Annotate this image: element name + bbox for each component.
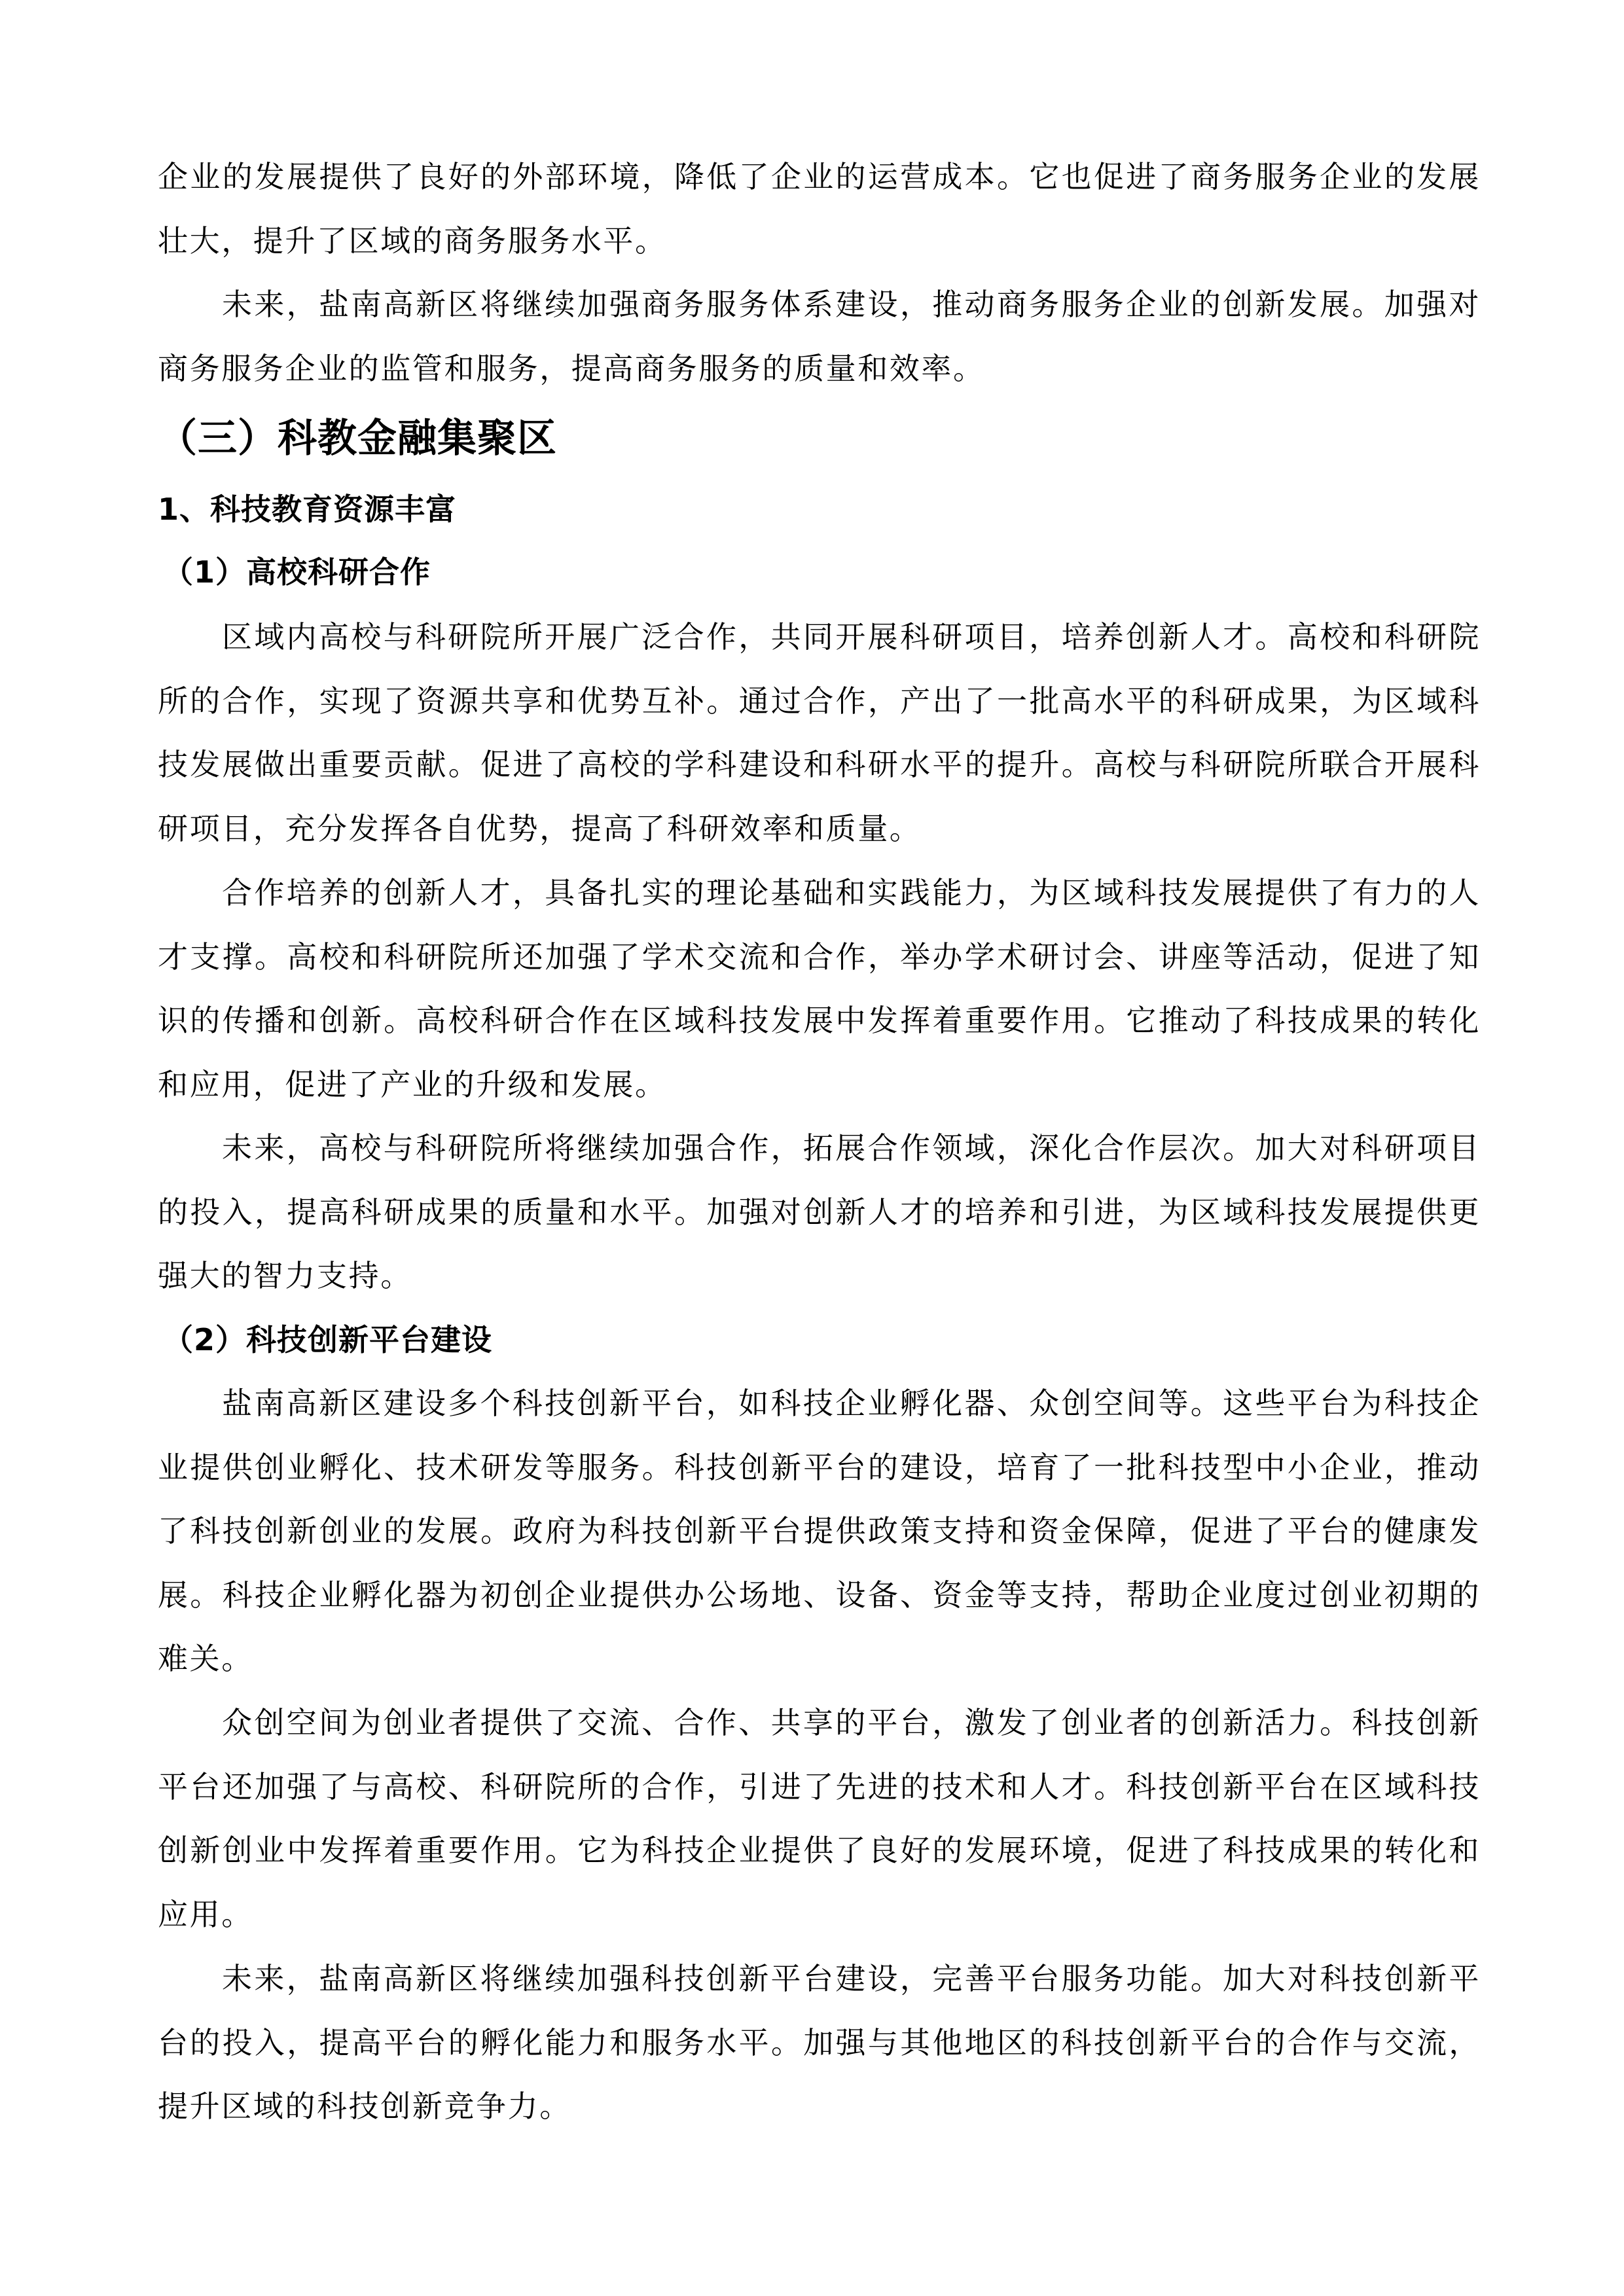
topic-1-paragraph-2: 合作培养的创新人才，具备扎实的理论基础和实践能力，为区域科技发展提供了有力的人才支撑。高校和科研院所还加强了学术交流和合作，举办学术研讨会、讲座等活动，促进了知识的传播和创新。高校科研合作在区域科技发展中发挥着重要作用。它推动了科技成果的转化和应用，促进了产业的升级和发展。 [158,875,1481,1102]
topic-1-paragraph-3: 未来，高校与科研院所将继续加强合作，拓展合作领域，深化合作层次。加大对科研项目的投入，提高科研成果的质量和水平。加强对创新人才的培养和引进，为区域科技发展提供更强大的智力支持。 [158,1130,1481,1294]
topic-heading-1: （1）高校科研合作 [163,554,431,590]
paragraph-intro-2: 未来，盐南高新区将继续加强商务服务体系建设，推动商务服务企业的创新发展。加强对商务服务企业的监管和服务，提高商务服务的质量和效率。 [158,287,1481,386]
topic-2-paragraph-3: 未来，盐南高新区将继续加强科技创新平台建设，完善平台服务功能。加大对科技创新平台的投入，提高平台的孵化能力和服务水平。加强与其他地区的科技创新平台的合作与交流，提升区域的科技创新竞争力。 [158,1961,1481,2125]
section-heading: （三）科教金融集聚区 [158,416,557,461]
subsection-heading: 1、科技教育资源丰富 [158,492,457,527]
paragraph-intro-1: 企业的发展提供了良好的外部环境，降低了企业的运营成本。它也促进了商务服务企业的发展壮大，提升了区域的商务服务水平。 [158,159,1481,259]
topic-2-paragraph-1: 盐南高新区建设多个科技创新平台，如科技企业孵化器、众创空间等。这些平台为科技企业提供创业孵化、技术研发等服务。科技创新平台的建设，培育了一批科技型中小企业，推动了科技创新创业的发展。政府为科技创新平台提供政策支持和资金保障，促进了平台的健康发展。科技企业孵化器为初创企业提供办公场地、设备、资金等支持，帮助企业度过创业初期的难关。 [158,1386,1481,1677]
topic-1-paragraph-1: 区域内高校与科研院所开展广泛合作，共同开展科研项目，培养创新人才。高校和科研院所的合作，实现了资源共享和优势互补。通过合作，产出了一批高水平的科研成果，为区域科技发展做出重要贡献。促进了高校的学科建设和科研水平的提升。高校与科研院所联合开展科研项目，充分发挥各自优势，提高了科研效率和质量。 [158,619,1481,846]
topic-2-paragraph-2: 众创空间为创业者提供了交流、合作、共享的平台，激发了创业者的创新活力。科技创新平台还加强了与高校、科研院所的合作，引进了先进的技术和人才。科技创新平台在区域科技创新创业中发挥着重要作用。它为科技企业提供了良好的发展环境，促进了科技成果的转化和应用。 [158,1705,1481,1932]
topic-heading-2: （2）科技创新平台建设 [163,1322,493,1357]
